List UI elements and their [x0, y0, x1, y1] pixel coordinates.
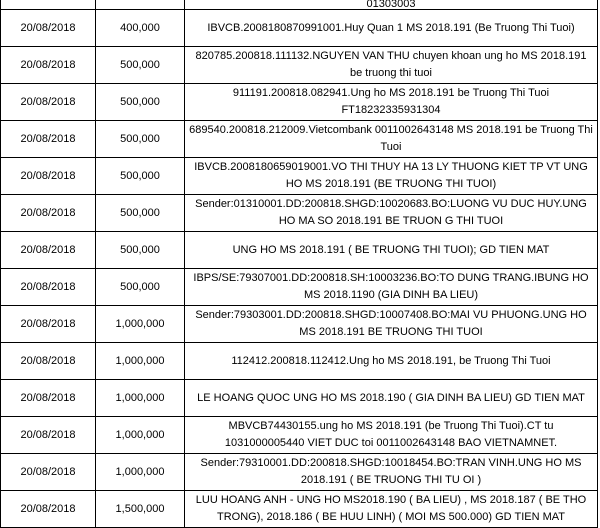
amount-cell: 1,000,000	[96, 417, 185, 454]
amount-cell	[96, 0, 185, 10]
amount-cell: 1,500,000	[96, 491, 185, 528]
date-cell: 20/08/2018	[1, 306, 96, 343]
table-row	[1, 380, 598, 417]
date-cell: 20/08/2018	[1, 47, 96, 84]
description-cell: 911191.200818.082941.Ung ho MS 2018.191 be Truong Thi Tuoi FT18232335931304	[185, 84, 598, 121]
table-row	[1, 158, 598, 195]
table-row	[1, 47, 598, 84]
amount-cell: 1,000,000	[96, 343, 185, 380]
description-cell: 01303003	[185, 0, 598, 10]
amount-cell: 500,000	[96, 158, 185, 195]
description-cell: Sender:79303001.DD:200818.SHGD:10007408.BO:MAI VU PHUONG.UNG HO MS 2018.191 BE TRUONG THI TUOI	[185, 306, 598, 343]
table-row-partial	[1, 0, 598, 10]
amount-cell: 1,000,000	[96, 454, 185, 491]
table-row	[1, 417, 598, 454]
date-cell: 20/08/2018	[1, 195, 96, 232]
table-row	[1, 10, 598, 47]
date-cell: 20/08/2018	[1, 417, 96, 454]
table-row	[1, 84, 598, 121]
table-row	[1, 269, 598, 306]
date-cell: 20/08/2018	[1, 269, 96, 306]
description-cell: LE HOANG QUOC UNG HO MS 2018.190 ( GIA DINH BA LIEU) GD TIEN MAT	[185, 380, 598, 417]
description-cell: IBVCB.2008180870991001.Huy Quan 1 MS 2018.191 (Be Truong Thi Tuoi)	[185, 10, 598, 47]
date-cell: 20/08/2018	[1, 121, 96, 158]
description-cell: 689540.200818.212009.Vietcombank 0011002643148 MS 2018.191 be Truong Thi Tuoi	[185, 121, 598, 158]
table-row	[1, 232, 598, 269]
date-cell: 20/08/2018	[1, 10, 96, 47]
table-row	[1, 195, 598, 232]
amount-cell: 400,000	[96, 10, 185, 47]
date-cell: 20/08/2018	[1, 158, 96, 195]
amount-cell: 500,000	[96, 195, 185, 232]
amount-cell: 500,000	[96, 232, 185, 269]
description-cell: 112412.200818.112412.Ung ho MS 2018.191, be Truong Thi Tuoi	[185, 343, 598, 380]
description-cell: LUU HOANG ANH - UNG HO MS2018.190 ( BA LIEU) , MS 2018.187 ( BE THO TRONG), 2018.186 ( BE HUU LINH) ( MOI MS 500.000) GD TIEN MAT	[185, 491, 598, 528]
date-cell	[1, 0, 96, 10]
table-row	[1, 491, 598, 528]
amount-cell: 500,000	[96, 269, 185, 306]
description-cell: IBPS/SE:79307001.DD:200818.SH:10003236.BO:TO DUNG TRANG.IBUNG HO MS 2018.1190 (GIA DINH BA LIEU)	[185, 269, 598, 306]
date-cell: 20/08/2018	[1, 343, 96, 380]
description-cell: Sender:79310001.DD:200818.SHGD:10018454.BO:TRAN VINH.UNG HO MS 2018.191 ( BE TRUONG THI TU OI )	[185, 454, 598, 491]
amount-cell: 1,000,000	[96, 380, 185, 417]
date-cell: 20/08/2018	[1, 84, 96, 121]
date-cell: 20/08/2018	[1, 232, 96, 269]
description-cell: UNG HO MS 2018.191 ( BE TRUONG THI TUOI); GD TIEN MAT	[185, 232, 598, 269]
table-row	[1, 454, 598, 491]
table-row	[1, 306, 598, 343]
amount-cell: 500,000	[96, 47, 185, 84]
description-cell: 820785.200818.111132.NGUYEN VAN THU chuyen khoan ung ho MS 2018.191 be truong thi tuoi	[185, 47, 598, 84]
amount-cell: 1,000,000	[96, 306, 185, 343]
description-cell: MBVCB74430155.ung ho MS 2018.191 (be Truong Thi Tuoi).CT tu 1031000005440 VIET DUC toi 0011002643148 BAO VIETNAMNET.	[185, 417, 598, 454]
amount-cell: 500,000	[96, 84, 185, 121]
date-cell: 20/08/2018	[1, 491, 96, 528]
description-cell: Sender:01310001.DD:200818.SHGD:10020683.BO:LUONG VU DUC HUY.UNG HO MA SO 2018.191 BE TRUON G THI TUOI	[185, 195, 598, 232]
date-cell: 20/08/2018	[1, 454, 96, 491]
amount-cell: 500,000	[96, 121, 185, 158]
date-cell: 20/08/2018	[1, 380, 96, 417]
table-row	[1, 343, 598, 380]
description-cell: IBVCB.2008180659019001.VO THI THUY HA 13 LY THUONG KIET TP VT UNG HO MS 2018.191 (BE TRUONG THI TUOI)	[185, 158, 598, 195]
table-row	[1, 121, 598, 158]
